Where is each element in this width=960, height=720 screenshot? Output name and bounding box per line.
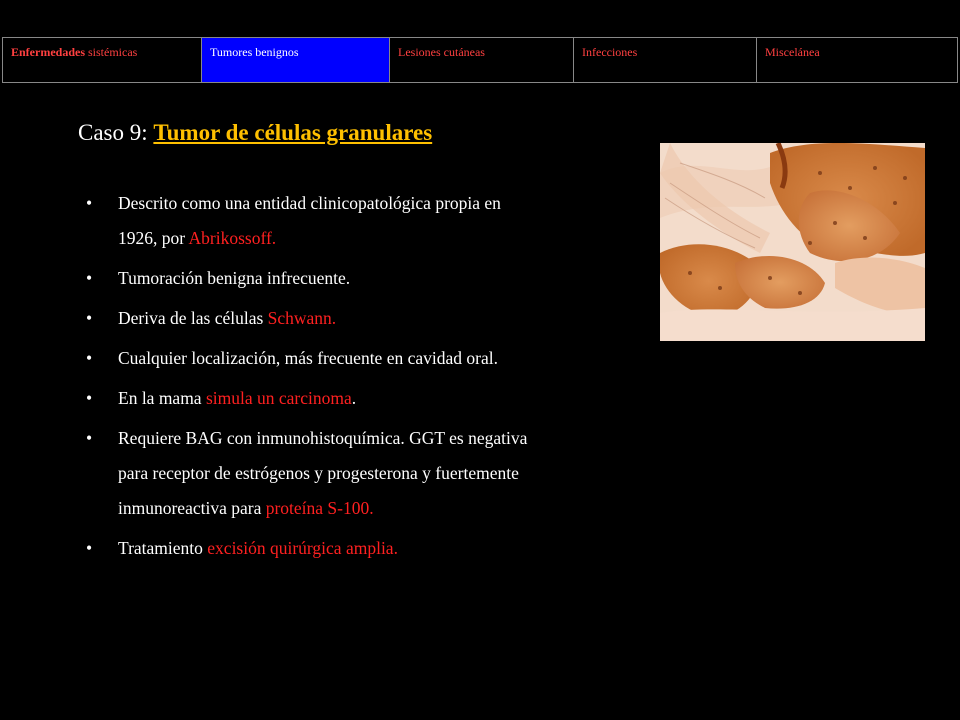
nav-bar (2, 37, 958, 83)
bullet-highlight: excisión quirúrgica amplia. (207, 538, 398, 558)
page-title (78, 120, 432, 146)
bullet-text: Cualquier localización, más frecuente en cavidad oral. (118, 348, 498, 368)
bullet-highlight: proteína S-100. (265, 498, 374, 518)
title-prefix: Caso 9: (78, 120, 154, 145)
bullet-icon: • (86, 348, 93, 368)
bullet-item (86, 186, 536, 256)
title-link[interactable]: Tumor de células granulares (153, 120, 433, 145)
nav-tab-label: Miscelánea (765, 45, 820, 59)
nav-tab-label: sistémicas (85, 45, 138, 59)
bullet-icon: • (86, 193, 93, 213)
bullet-text: Tumoración benigna infrecuente. (118, 268, 351, 288)
bullet-text: . (351, 388, 357, 408)
bullet-highlight: Schwann. (267, 308, 337, 328)
bullet-text: En la mama (118, 388, 206, 408)
bullet-icon: • (86, 538, 93, 558)
nav-tab-miscelanea[interactable] (757, 38, 957, 82)
nav-tab-label: Tumores benignos (210, 45, 299, 59)
bullet-icon: • (86, 308, 93, 328)
histology-image (660, 143, 925, 341)
nav-tab-infecciones[interactable] (574, 38, 757, 82)
bullet-item (86, 381, 536, 416)
nav-tab-label-bold: Enfermedades (11, 45, 85, 59)
bullet-icon: • (86, 268, 93, 288)
nav-tab-tumores-benignos[interactable] (202, 38, 390, 82)
bullet-highlight: simula un carcinoma (205, 388, 352, 408)
bullet-highlight: Abrikossoff. (188, 228, 277, 248)
nav-tab-label: Infecciones (582, 45, 638, 59)
bullet-text: Requiere BAG con inmunohistoquímica. GGT es negativa para receptor de estrógenos y progesterona y fuertemente inmunoreactiva para (118, 428, 528, 518)
nav-tab-label: Lesiones cutáneas (398, 45, 485, 59)
bullet-text: Tratamiento (118, 538, 208, 558)
bullet-item (86, 301, 536, 336)
nav-tab-lesiones-cutaneas[interactable] (390, 38, 574, 82)
bullet-list (86, 186, 536, 571)
bullet-icon: • (86, 388, 93, 408)
bullet-item (86, 261, 536, 296)
bullet-text: Descrito como una entidad clinicopatológica propia en 1926, por (118, 193, 501, 248)
bullet-item (86, 421, 536, 526)
nav-tab-enfermedades-sistemicas[interactable] (3, 38, 202, 82)
bullet-item (86, 531, 536, 566)
bullet-icon: • (86, 428, 93, 448)
bullet-item (86, 341, 536, 376)
bullet-text: Deriva de las células (118, 308, 268, 328)
